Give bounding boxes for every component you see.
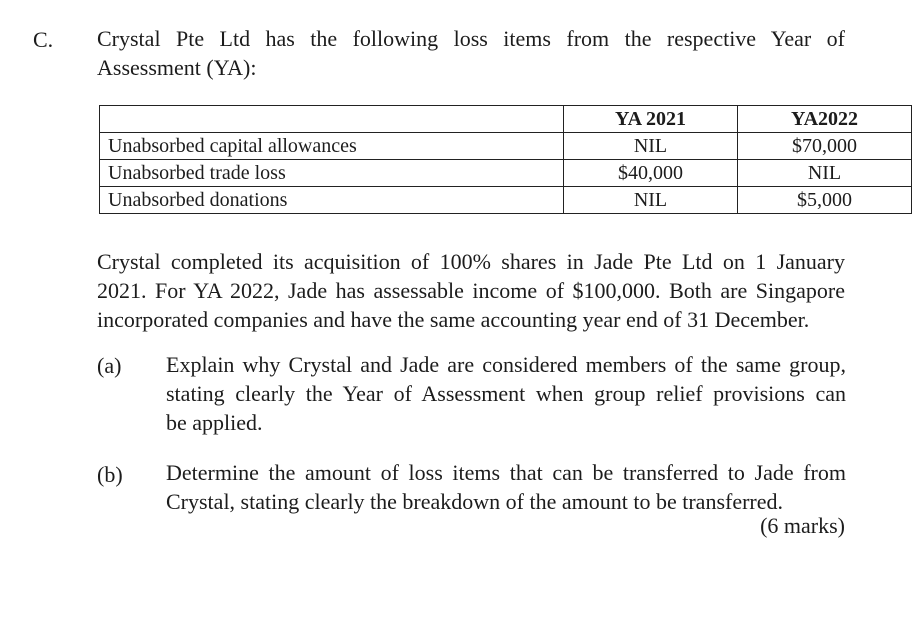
part-b-text [166,458,846,516]
part-a-label: (a) [97,353,122,378]
loss-items-table [99,105,912,214]
table-header-blank [100,106,564,133]
table-cell-item: Unabsorbed trade loss [100,160,564,187]
question-intro [97,24,845,82]
part-b-line: Crystal, stating clearly the breakdown of the amount to be transferred. [166,489,784,514]
table-cell-ya2021: $40,000 [564,160,738,187]
table-header-ya2021: YA 2021 [564,106,738,133]
part-b-label: (b) [97,462,123,487]
part-a-text [166,350,846,437]
table-cell-ya2022: $5,000 [738,187,912,214]
scenario-line: 2021. For YA 2022, Jade has assessable income of $100,000. Both are Singapore [97,278,845,303]
table-cell-item: Unabsorbed donations [100,187,564,214]
table-row [100,133,912,160]
scenario-line: Crystal completed its acquisition of 100% shares in Jade Pte Ltd on 1 January [97,249,845,274]
marks-label: (6 marks) [760,513,845,538]
part-b-line: Determine the amount of loss items that can be transferred to Jade from [166,460,846,485]
intro-line: Assessment (YA): [97,55,257,80]
table-row [100,160,912,187]
table-cell-ya2022: $70,000 [738,133,912,160]
table-row [100,187,912,214]
part-a-line: stating clearly the Year of Assessment when group relief provisions can [166,381,846,406]
table-header-ya2022: YA2022 [738,106,912,133]
table-cell-item: Unabsorbed capital allowances [100,133,564,160]
question-label: C. [33,27,54,52]
table-cell-ya2021: NIL [564,187,738,214]
table-cell-ya2021: NIL [564,133,738,160]
table-header-row [100,106,912,133]
intro-line: Crystal Pte Ltd has the following loss items from the respective Year of [97,26,845,51]
scenario-paragraph [97,247,845,334]
part-a-line: be applied. [166,410,263,435]
scenario-line: incorporated companies and have the same accounting year end of 31 December. [97,307,810,332]
part-a-line: Explain why Crystal and Jade are considered members of the same group, [166,352,846,377]
table-cell-ya2022: NIL [738,160,912,187]
